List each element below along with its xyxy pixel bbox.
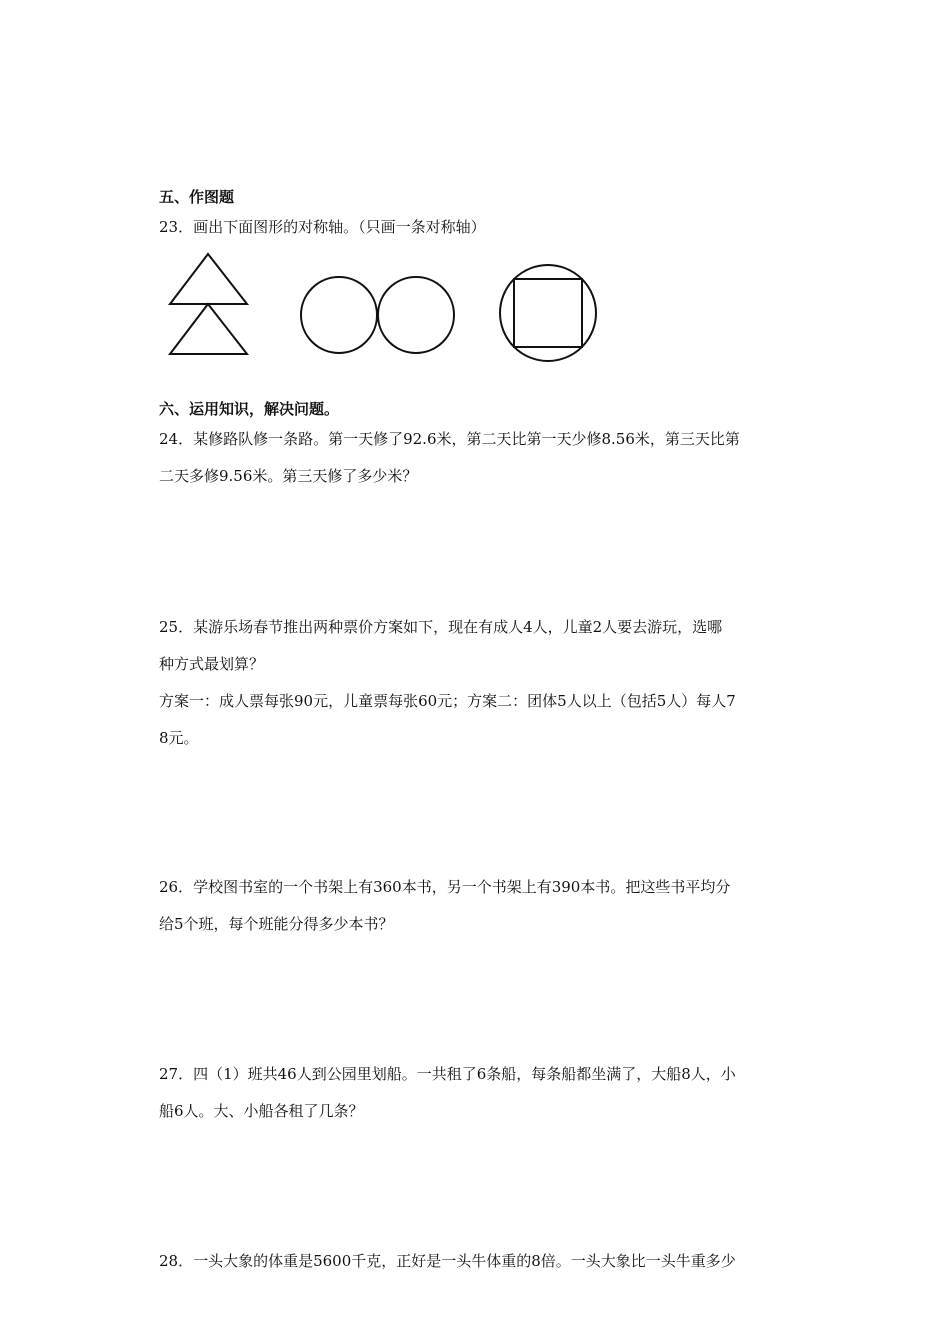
question-28-line-1: 28．一头大象的体重是5600千克，正好是一头牛体重的8倍。一头大象比一头牛重多少 (159, 1252, 736, 1270)
question-27-line-2: 船6人。大、小船各租了几条？ (159, 1102, 364, 1120)
question-26-line-1: 26．学校图书室的一个书架上有360本书，另一个书架上有390本书。把这些书平均分 (159, 878, 731, 896)
question-25-line-3: 方案一：成人票每张90元，儿童票每张60元；方案二：团体5人以上（包括5人）每人7 (159, 692, 736, 710)
top-triangle (170, 254, 247, 304)
question-26-line-2: 给5个班，每个班能分得多少本书？ (159, 915, 394, 933)
question-23: 23．画出下面图形的对称轴。（只画一条对称轴） (159, 218, 486, 236)
right-circle (378, 277, 454, 353)
section-5-heading: 五、作图题 (159, 188, 235, 206)
question-25-line-1: 25．某游乐场春节推出两种票价方案如下，现在有成人4人，儿童2人要去游玩，选哪 (159, 618, 723, 636)
question-27-line-1: 27．四（1）班共46人到公园里划船。一共租了6条船，每条船都坐满了，大船8人，小 (159, 1065, 736, 1083)
question-25-line-2: 种方式最划算？ (159, 655, 265, 673)
question-25-line-4: 8元。 (159, 729, 199, 747)
question-24-line-2: 二天多修9.56米。第三天修了多少米？ (159, 467, 418, 485)
inner-square (514, 279, 582, 347)
question-24-line-1: 24．某修路队修一条路。第一天修了92.6米，第二天比第一天少修8.56米，第三天比第 (159, 430, 740, 448)
symmetry-figures (160, 250, 610, 370)
two-touching-circles (301, 277, 454, 353)
left-circle (301, 277, 377, 353)
section-6-heading: 六、运用知识，解决问题。 (159, 400, 340, 418)
two-stacked-triangles (170, 254, 247, 354)
bottom-triangle (170, 304, 247, 354)
square-inscribed-in-circle (500, 265, 596, 361)
